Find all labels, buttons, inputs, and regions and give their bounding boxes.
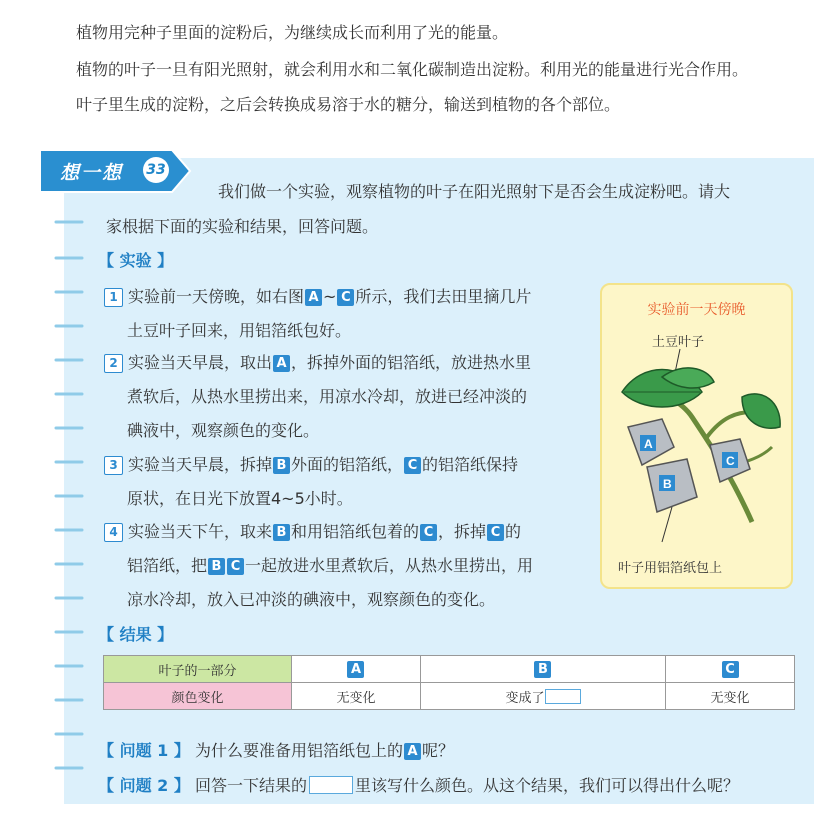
step-3-line-2: 原状，在日光下放置4~5小时。 [127,489,353,508]
answer-blank[interactable] [309,776,353,794]
step-4-line-3: 凉水冷却，放入已冲淡的碘液中，观察颜色的变化。 [127,590,496,609]
step-2-line-1: 2 实验当天早晨，取出 A ，拆掉外面的铝箔纸，放进热水里 [104,350,531,373]
figure-card [600,283,793,589]
step-3-line-1: 3 实验当天早晨，拆掉 B 外面的铝箔纸， C 的铝箔纸保持 [104,452,518,475]
intro-line-2: 植物的叶子一旦有阳光照射，就会利用水和二氧化碳制造出淀粉。利用光的能量进行光合作用。 [76,60,749,79]
table-cell: A [292,656,421,683]
lead-line-1: 我们做一个实验，观察植物的叶子在阳光照射下是否会生成淀粉吧。请大 [218,182,731,201]
step-number: 4 [104,523,123,542]
answer-blank[interactable] [545,689,581,704]
table-cell: 叶子的一部分 [104,656,292,683]
table-cell: B [420,656,665,683]
table-cell: C [666,656,795,683]
table-cell: 颜色变化 [104,683,292,710]
tag-number: 33 [143,157,169,183]
step-4-line-2: 铝箔纸，把 B C 一起放进水里煮软后，从热水里捞出，用 [127,556,534,575]
table-cell: 变成了 [420,683,665,710]
potato-leaf-illustration-icon [602,347,791,547]
result-heading: 【 结果 】 [98,625,174,644]
table-cell: 无变化 [292,683,421,710]
result-table [103,655,795,710]
step-number: 2 [104,354,123,373]
intro-line-3: 叶子里生成的淀粉，之后会转换成易溶于水的糖分，输送到植物的各个部位。 [76,95,621,114]
intro-line-1: 植物用完种子里面的淀粉后，为继续成长而利用了光的能量。 [76,23,509,42]
question-1: 【 问题 1 】 为什么要准备用铝箔纸包上的 A 呢？ [98,741,454,760]
figure-tag-a: A [644,437,653,451]
figure-tag-b: B [663,477,672,491]
tag-label: 想一想 [60,162,124,184]
table-cell: 无变化 [666,683,795,710]
step-1-line-1: 1 实验前一天傍晚，如右图 A ~ C 所示，我们去田里摘几片 [104,284,531,307]
notebook-rings-icon [48,170,88,810]
step-2-line-2: 煮软后，从热水里捞出来，用凉水冷却，放进已经冲淡的 [127,387,528,406]
figure-wrap-label: 叶子用铝箔纸包上 [618,561,723,576]
step-number: 3 [104,456,123,475]
question-2: 【 问题 2 】 回答一下结果的 里该写什么颜色。从这个结果，我们可以得出什么呢？ [98,776,739,795]
step-2-line-3: 碘液中，观察颜色的变化。 [127,421,320,440]
figure-leaf-label: 土豆叶子 [652,335,705,350]
experiment-heading: 【 实验 】 [98,251,174,270]
table-row [104,656,795,683]
table-row [104,683,795,710]
step-4-line-1: 4 实验当天下午，取来 B 和用铝箔纸包着的 C ，拆掉 C 的 [104,519,521,542]
figure-title: 实验前一天傍晚 [647,302,746,318]
figure-tag-c: C [726,454,735,468]
lead-line-2: 家根据下面的实验和结果，回答问题。 [106,217,379,236]
step-1-line-2: 土豆叶子回来，用铝箔纸包好。 [127,321,352,340]
step-number: 1 [104,288,123,307]
